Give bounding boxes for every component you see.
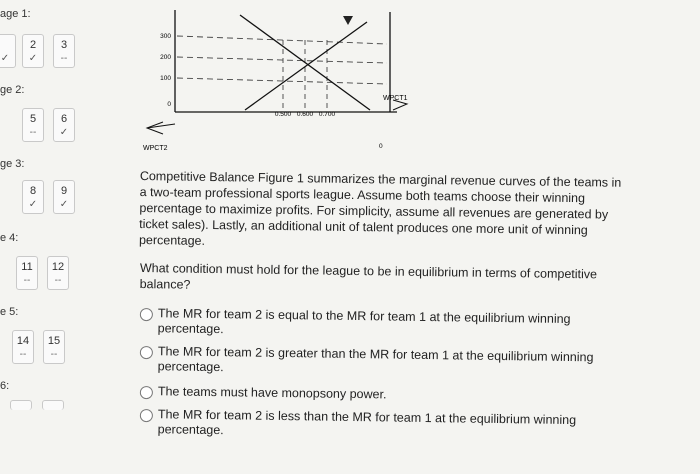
right-zero-label: 0 <box>379 143 383 150</box>
question-5-button[interactable]: 5 -- <box>22 108 44 142</box>
question-11-button[interactable]: 11 -- <box>16 256 38 290</box>
question-12-button[interactable]: 12 -- <box>47 256 69 290</box>
y-tick-300: 300 <box>160 33 171 40</box>
y-tick-200: 200 <box>160 54 171 61</box>
radio-button[interactable] <box>140 346 153 359</box>
wpct2-label: WPCT2 <box>143 145 168 152</box>
page-2-label: ge 2: <box>0 84 25 96</box>
question-1-button[interactable]: ✓ <box>0 34 16 68</box>
question-8-button[interactable]: 8 ✓ <box>22 180 44 214</box>
page-4-label: e 4: <box>0 232 19 244</box>
question-3-button[interactable]: 3 -- <box>53 34 75 68</box>
answer-option-2-text: The MR for team 2 is greater than the MR for team 1 at the equilibrium winning percentage. <box>157 344 594 375</box>
wpct1-label: WPCT1 <box>383 95 408 102</box>
x-tick-0700: 0.700 <box>318 111 336 118</box>
radio-button[interactable] <box>140 386 153 399</box>
question-16-button[interactable] <box>10 400 32 410</box>
y-tick-100: 100 <box>160 75 171 82</box>
curve-arrow-icon <box>343 16 353 25</box>
competitive-balance-figure <box>135 0 420 160</box>
question-9-button[interactable]: 9 ✓ <box>53 180 75 214</box>
answer-option-4[interactable] <box>140 407 630 444</box>
mr-team2-curve <box>245 22 367 110</box>
page-1-label: age 1: <box>0 8 31 20</box>
question-prompt: What condition must hold for the league to be in equilibrium in terms of competitive balance? <box>139 260 598 292</box>
x-tick-0600: 0.600 <box>296 111 314 118</box>
question-15-button[interactable]: 15 -- <box>43 330 65 364</box>
question-6-button[interactable]: 6 ✓ <box>53 108 75 142</box>
question-17-button[interactable] <box>42 400 64 410</box>
page-5-label: e 5: <box>0 306 19 318</box>
page-3-label: ge 3: <box>0 158 25 170</box>
page-6-label: 6: <box>0 380 10 392</box>
question-description: Competitive Balance Figure 1 summarizes the marginal revenue curves of the teams in a two-team professional sports league. Assume both teams choose their winning percentage to maximize profits. For simplicity, assume all revenues are generated by ticket sales). Lastly, an additional unit of talent produces one more unit of winning percentage. <box>138 168 622 248</box>
question-content <box>140 168 630 437</box>
answer-option-3[interactable] <box>140 384 630 406</box>
answer-option-1-text: The MR for team 2 is equal to the MR for team 1 at the equilibrium winning percentage. <box>157 306 571 337</box>
question-navigator <box>0 0 90 474</box>
question-14-button[interactable]: 14 -- <box>12 330 34 364</box>
question-2-button[interactable]: 2 ✓ <box>22 34 44 68</box>
answer-option-4-text: The MR for team 2 is less than the MR for team 1 at the equilibrium winning percentage. <box>157 407 577 438</box>
radio-button[interactable] <box>140 409 153 422</box>
answer-option-2[interactable] <box>140 344 630 381</box>
radio-button[interactable] <box>140 308 153 321</box>
answer-option-1[interactable] <box>140 306 630 343</box>
mr-curves-diagram <box>135 0 420 160</box>
y-tick-0: 0 <box>167 101 171 108</box>
answer-option-3-text: The teams must have monopsony power. <box>157 384 387 402</box>
x-tick-0500: 0.500 <box>274 111 292 118</box>
